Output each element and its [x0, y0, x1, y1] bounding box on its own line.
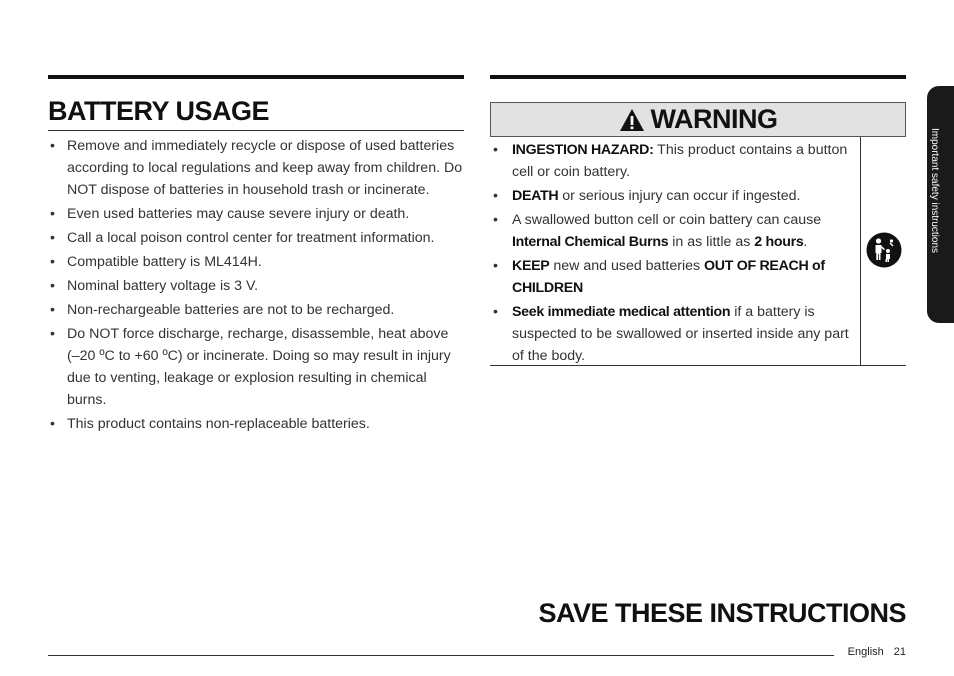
warning-list: [490, 137, 858, 367]
list-item: • This product contains non-replaceable batteries.: [48, 413, 464, 435]
footer-language: English: [847, 646, 884, 658]
warning-text: .: [803, 234, 808, 250]
save-instructions-title: SAVE THESE INSTRUCTIONS: [538, 598, 906, 628]
warning-title: WARNING: [650, 104, 778, 134]
hazard-label: KEEP: [512, 258, 550, 274]
list-item: [490, 139, 858, 183]
warning-text: if a battery is suspected to be swallowed or inserted inside any part of the body.: [512, 304, 849, 364]
warning-text: This product contains a button cell or coin battery.: [512, 142, 848, 180]
warning-text: A swallowed button cell or coin battery can cause: [512, 212, 822, 228]
right-column-top-rule: [490, 75, 906, 79]
hazard-label: INGESTION HAZARD:: [512, 142, 654, 158]
left-column-top-rule: [48, 75, 464, 79]
list-item: • Non-rechargeable batteries are not to be recharged.: [48, 299, 464, 321]
list-item: • Nominal battery voltage is 3 V.: [48, 275, 464, 297]
warning-body: [490, 137, 906, 366]
page-number: 21: [893, 646, 906, 658]
section-title: BATTERY USAGE: [48, 94, 464, 131]
side-tab-label: Important safety instructions: [929, 128, 940, 254]
footer-rule: [48, 655, 834, 656]
warning-triangle-icon: [619, 108, 645, 132]
list-item: • Compatible battery is ML414H.: [48, 251, 464, 273]
list-item: • Do NOT force discharge, recharge, disassemble, heat above (–20 ºC to +60 ºC) or incinerate. Doing so may result in injury due to venting, leakage or explosion resulting in chemical burns.: [48, 323, 464, 411]
warning-text: new and used batteries: [549, 258, 705, 274]
warning-header: [490, 102, 906, 137]
list-item: [490, 209, 858, 253]
child-hazard-icon: [866, 232, 902, 268]
hazard-label: OUT OF REACH of CHILDREN: [512, 258, 825, 296]
footer: [848, 646, 906, 658]
battery-usage-list: [48, 135, 464, 437]
list-item: • Even used batteries may cause severe injury or death.: [48, 203, 464, 225]
hazard-label: DEATH: [512, 188, 559, 204]
warning-icon-column: [860, 137, 907, 366]
warning-text: in as little as: [668, 234, 755, 250]
list-item: [490, 255, 858, 299]
hazard-label: 2 hours: [754, 234, 804, 250]
list-item: • Call a local poison control center for treatment information.: [48, 227, 464, 249]
hazard-label: Seek immediate medical attention: [512, 304, 731, 320]
warning-text: or serious injury can occur if ingested.: [558, 188, 801, 204]
side-tab: [927, 86, 954, 323]
list-item: [490, 301, 858, 367]
hazard-label: Internal Chemical Burns: [512, 234, 669, 250]
list-item: [490, 185, 858, 207]
warning-box: [490, 102, 906, 366]
list-item: • Remove and immediately recycle or dispose of used batteries according to local regulations and keep away from children. Do NOT dispose of batteries in household trash or incinerate.: [48, 135, 464, 201]
